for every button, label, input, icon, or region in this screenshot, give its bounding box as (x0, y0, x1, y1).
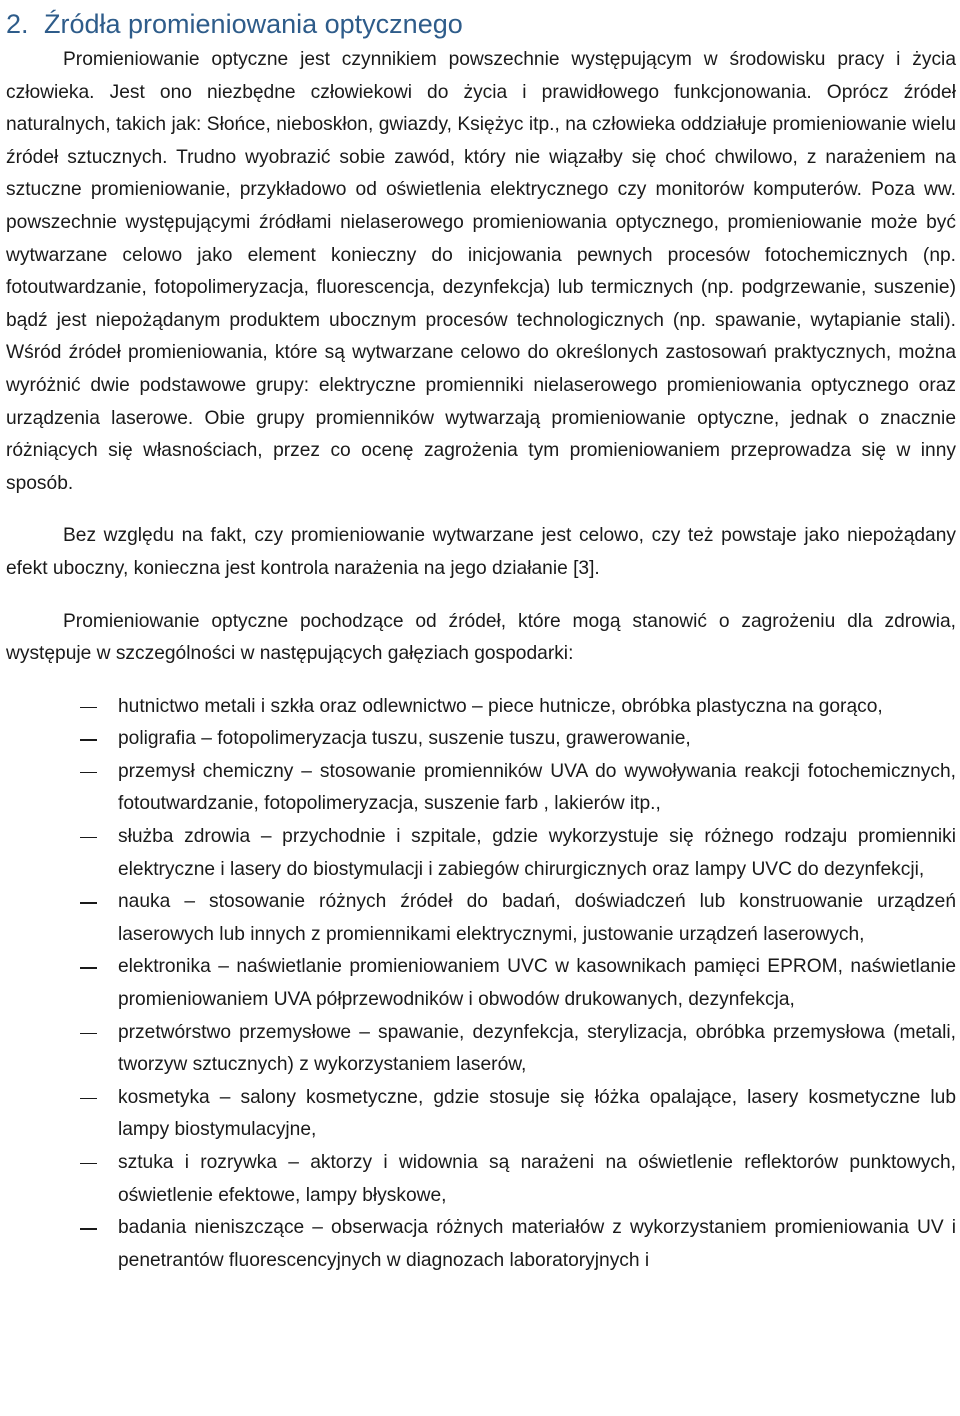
industry-list (6, 691, 956, 1278)
dash-bullet-icon (80, 837, 97, 838)
list-item: kosmetyka – salony kosmetyczne, gdzie stosuje się łóżka opalające, lasery kosmetyczne lub lampy biostymulacyjne, (6, 1082, 956, 1147)
list-item: badania nieniszczące – obserwacja różnych materiałów z wykorzystaniem promieniowania UV i penetrantów fluorescencyjnych w diagnozach laboratoryjnych i (6, 1212, 956, 1277)
control-paragraph: Bez względu na fakt, czy promieniowanie wytwarzane jest celowo, czy też powstaje jako niepożądany efekt uboczny, konieczna jest kontrola narażenia na jego działanie [3]. (6, 525, 956, 579)
document-page (6, 0, 956, 1277)
section-title: Źródła promieniowania optycznego (44, 9, 463, 39)
dash-bullet-icon (80, 1098, 97, 1099)
dash-bullet-icon (80, 902, 97, 903)
list-item: hutnictwo metali i szkła oraz odlewnictwo – piece hutnicze, obróbka plastyczna na gorąco, (6, 691, 956, 724)
list-item: służba zdrowia – przychodnie i szpitale, gdzie wykorzystuje się różnego rodzaju promienniki elektryczne i lasery do biostymulacji i zabiegów chirurgicznych oraz lampy UVC do dezynfekcji, (6, 821, 956, 886)
list-item: sztuka i rozrywka – aktorzy i widownia są narażeni na oświetlenie reflektorów punktowych, oświetlenie efektowe, lampy błyskowe, (6, 1147, 956, 1212)
dash-bullet-icon (80, 1033, 97, 1034)
list-item: przetwórstwo przemysłowe – spawanie, dezynfekcja, sterylizacja, obróbka przemysłowa (metali, tworzyw sztucznych) z wykorzystaniem laserów, (6, 1017, 956, 1082)
section-heading (6, 0, 956, 44)
list-item: elektronika – naświetlanie promieniowaniem UVC w kasownikach pamięci EPROM, naświetlanie promieniowaniem UVA półprzewodników i obwodów drukowanych, dezynfekcja, (6, 951, 956, 1016)
section-number: 2. (6, 9, 29, 39)
intro-paragraph: Promieniowanie optyczne jest czynnikiem powszechnie występującym w środowisku pracy i życia człowieka. Jest ono niezbędne człowiekowi do życia i prawidłowego funkcjonowania. Oprócz źródeł naturalnych, takich jak: Słońce, nieboskłon, gwiazdy, Księżyc itp., na człowieka oddziałuje promieniowanie wielu źródeł sztucznych. Trudno wyobrazić sobie zawód, który nie wiązałby się choć chwilowo, z narażeniem na sztuczne promieniowanie, przykładowo od oświetlenia elektrycznego czy monitorów komputerów. Poza ww. powszechnie występującymi źródłami nielaserowego promieniowania optycznego, promieniowanie może być wytwarzane celowo jako element konieczny do inicjowania pewnych procesów fotochemicznych (np. fotoutwardzanie, fotopolimeryzacja, fluorescencja, dezynfekcja) lub termicznych (np. podgrzewanie, suszenie) bądź jest niepożądanym produktem ubocznym procesów technologicznych (np. spawanie, wytapianie stali). Wśród źródeł promieniowania, które są wytwarzane celowo do określonych zastosowań praktycznych, można wyróżnić dwie podstawowe grupy: elektryczne promienniki nielaserowego promieniowania optycznego oraz urządzenia laserowe. Obie grupy promienników wytwarzają promieniowanie optyczne, jednak o znacznie różniących się własnościach, przez co ocenę zagrożenia tym promieniowaniem przeprowadza się w inny sposób. (6, 49, 956, 494)
industries-intro-paragraph: Promieniowanie optyczne pochodzące od źródeł, które mogą stanowić o zagrożeniu dla zdrowia, występuje w szczególności w następujących gałęziach gospodarki: (6, 610, 956, 665)
list-item: poligrafia – fotopolimeryzacja tuszu, suszenie tuszu, grawerowanie, (6, 723, 956, 756)
dash-bullet-icon (80, 967, 97, 968)
list-item: nauka – stosowanie różnych źródeł do badań, doświadczeń lub konstruowanie urządzeń laserowych lub innych z promiennikami elektrycznymi, justowanie urządzeń laserowych, (6, 886, 956, 951)
dash-bullet-icon (80, 1163, 97, 1164)
dash-bullet-icon (80, 1228, 97, 1229)
dash-bullet-icon (80, 772, 97, 773)
dash-bullet-icon (80, 707, 97, 708)
list-item: przemysł chemiczny – stosowanie promienników UVA do wywoływania reakcji fotochemicznych, fotoutwardzanie, fotopolimeryzacja, suszenie farb , lakierów itp., (6, 756, 956, 821)
dash-bullet-icon (80, 739, 97, 740)
